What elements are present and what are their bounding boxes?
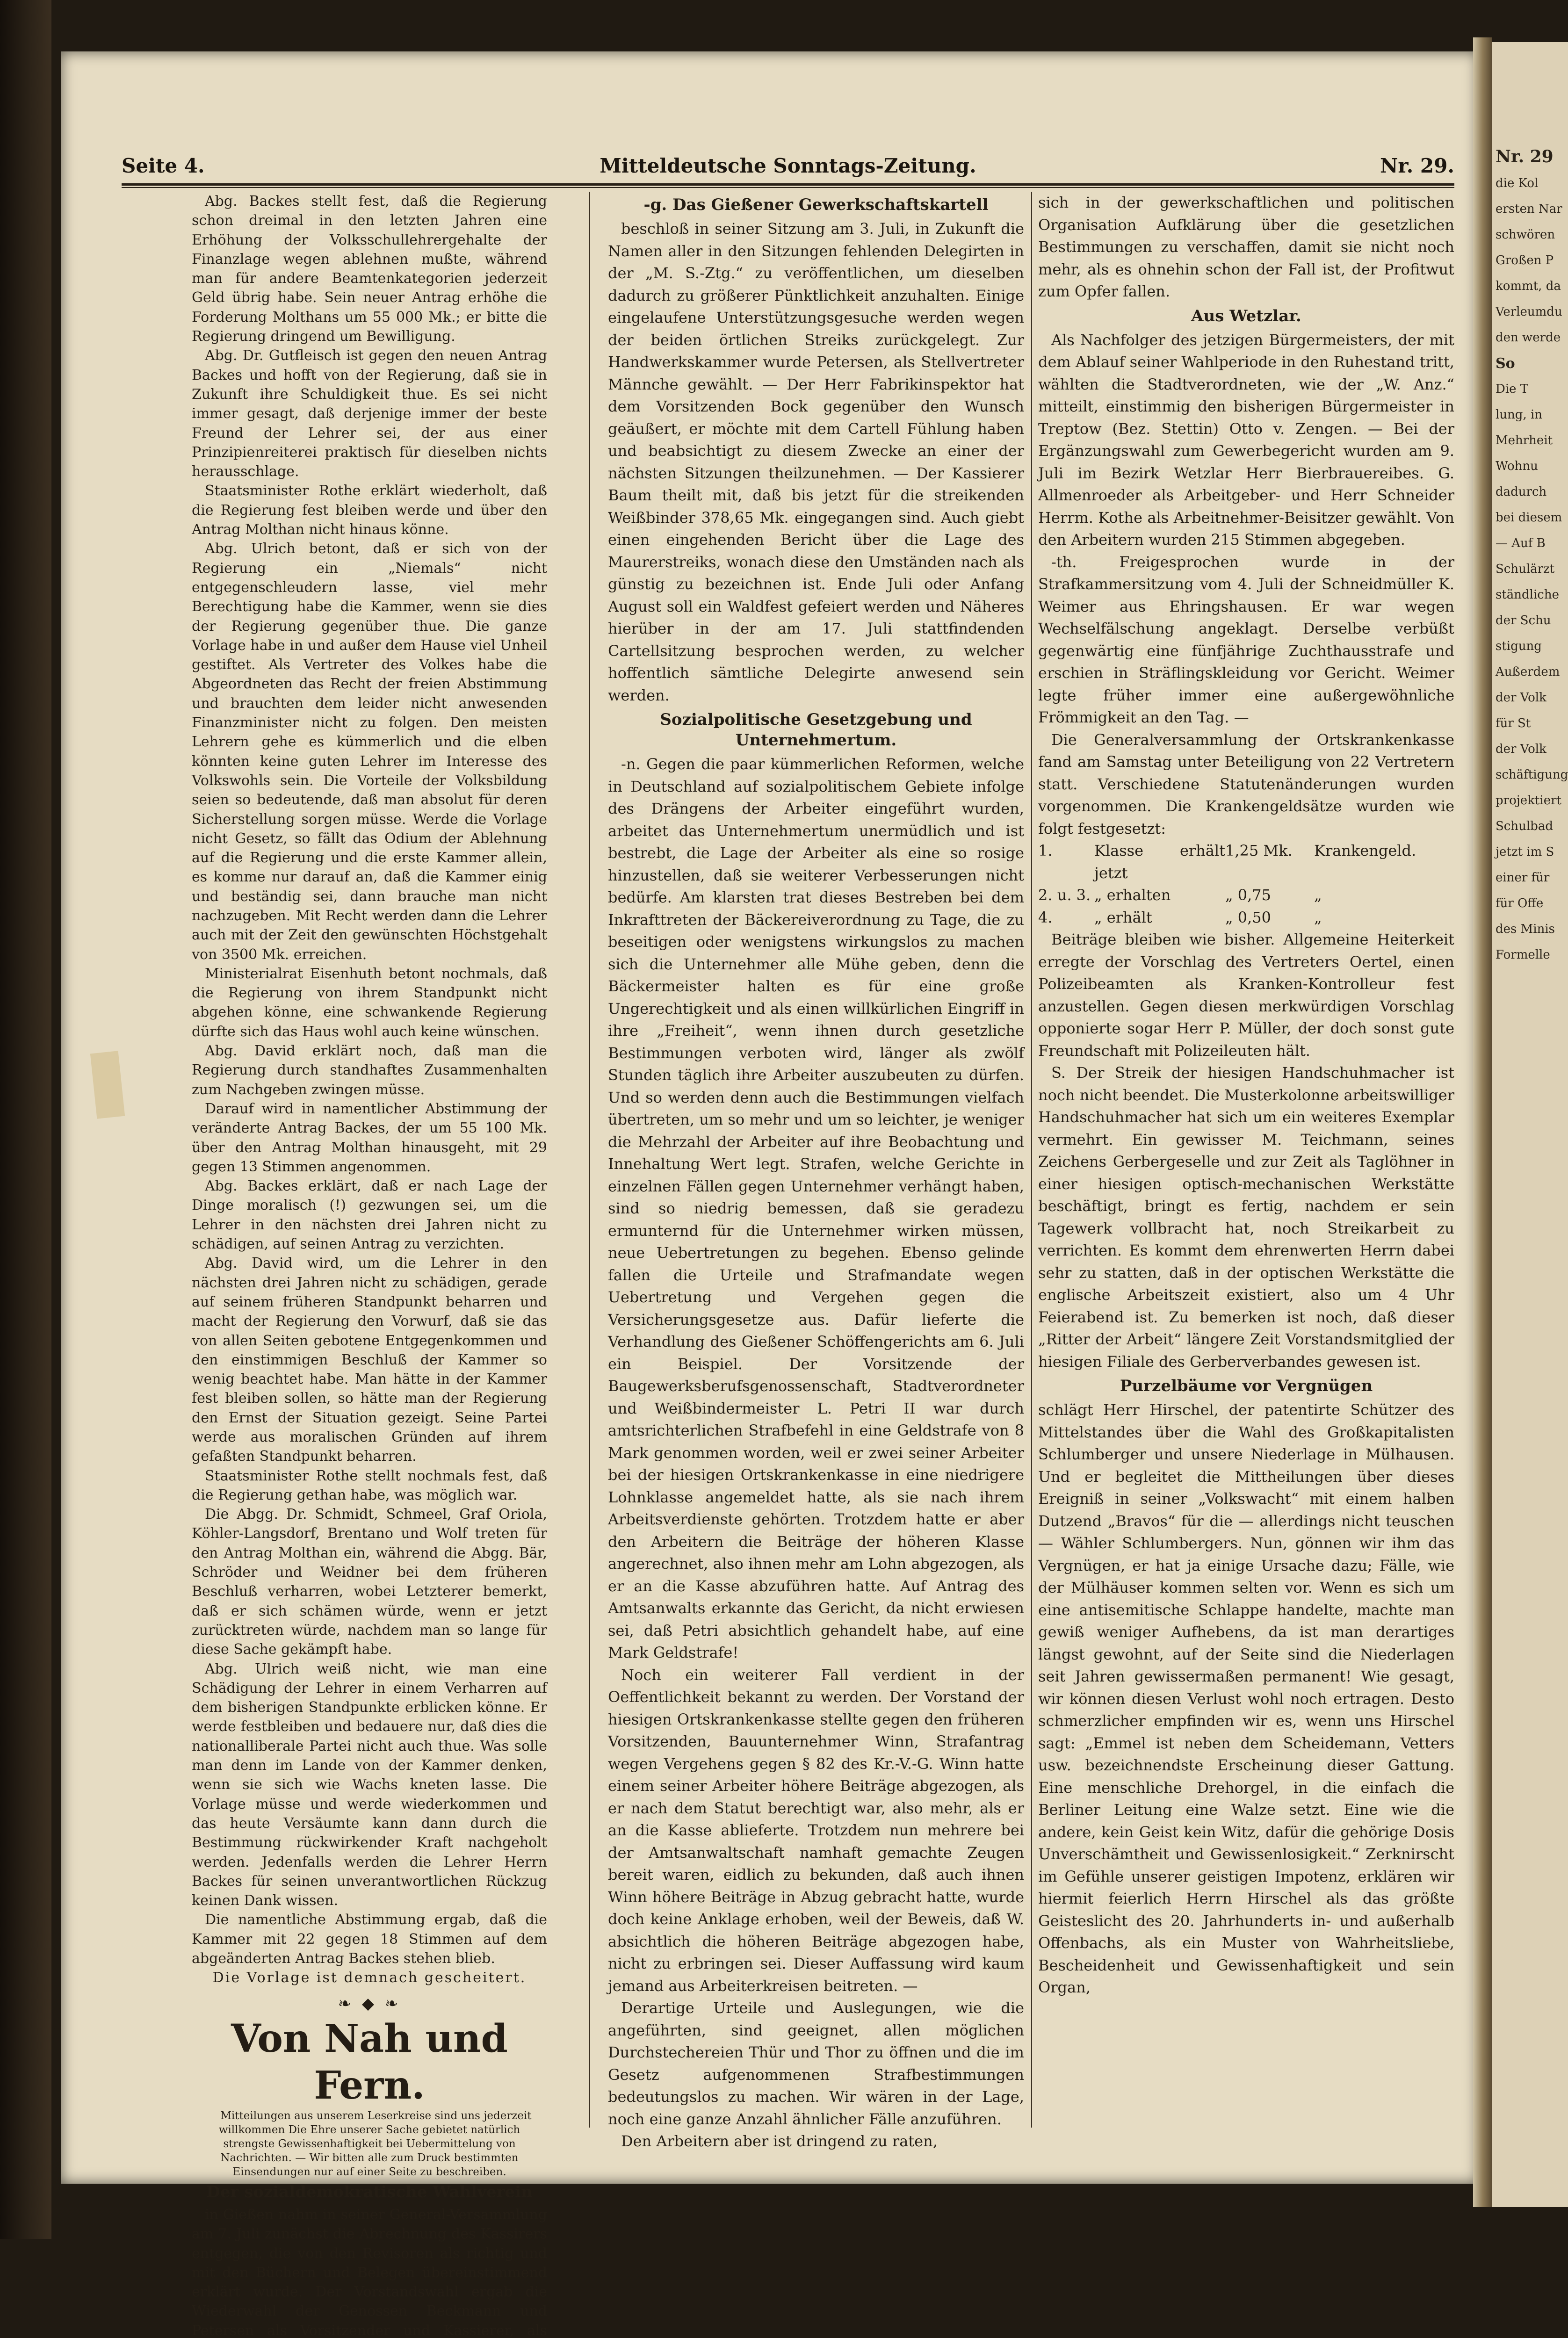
fragment-line: ständliche — [1496, 588, 1560, 602]
paragraph: Abg. David erklärt noch, daß man die Regierung durch standhaftes Zusammenhalten zum Nachgeben zwingen müsse. — [192, 1043, 547, 1098]
newspaper-title: Mitteldeutsche Sonntags-Zeitung. — [600, 154, 976, 177]
fragment-line: Mehrheit — [1496, 433, 1553, 447]
paragraph: Abg. Backes stellt fest, daß die Regierung schon dreimal in den letzten Jahren eine Erhöhung der Volksschullehrergehalte der Finanzlage wegen ablehnen mußte, während man für andere Beamtenkategorien jederzeit Geld übrig habe. Sein neuer Antrag erhöhe die Forderung Molthans um 55 000 Mk.; er bitte die Regierung dringend um Bewilligung. — [192, 193, 547, 345]
article-body — [1038, 929, 1454, 1373]
fragment-line: Großen P — [1496, 253, 1554, 267]
fragment-line: Schulärzt — [1496, 562, 1555, 576]
table-cell: „ erhält — [1094, 908, 1152, 926]
paragraph: Staatsminister Rothe erklärt wiederholt, daß die Regierung fest bleiben werde und über den Antrag Molthan nicht hinaus könne. — [192, 483, 547, 538]
table-cell: „ 0,50 — [1225, 908, 1271, 926]
table-row — [1038, 840, 1454, 884]
paragraph: Die Generalversammlung der Ortskrankenkasse fand am Samstag unter Beteiligung von 22 Vertretern statt. Verschiedene Statutenänderungen wurden vorgenommen. Die Krankengeldsätze wurden wie folgt festgesetzt: — [1038, 730, 1454, 837]
fragment-line: einer für — [1496, 871, 1550, 885]
fragment-line: der Volk — [1496, 742, 1546, 756]
fragment-line: die Kol — [1496, 176, 1539, 190]
fragment-line: kommt, da — [1496, 279, 1561, 293]
header-rule — [122, 183, 1454, 186]
paragraph: Darauf wird in namentlicher Abstimmung der veränderte Antrag Backes, der um 55 100 Mk. über den Antrag Molthan hinausgeht, mit 29 gegen 13 Stimmen angenommen. — [192, 1100, 547, 1175]
fragment-line: So — [1496, 355, 1515, 372]
column-divider — [589, 192, 590, 2128]
table-cell: 2. u. 3. — [1038, 886, 1091, 904]
fragment-line: — Auf B — [1496, 536, 1546, 550]
fragment-line: Verleumdu — [1496, 305, 1562, 319]
article-continuation: sich in der gewerkschaftlichen und politischen Organisation Aufklärung über die gesetzlichen Bestimmungen zu verschaffen, damit sie nicht noch mehr, als es ohnehin schon der Fall ist, der Profitwut zum Opfer fallen. — [1038, 194, 1454, 300]
page-header — [122, 154, 1454, 182]
fragment-line: Nr. 29 — [1496, 147, 1554, 166]
article-body — [608, 753, 1024, 2153]
fragment-line: lung, in — [1496, 408, 1543, 422]
column-1 — [192, 192, 547, 2338]
table-cell: 1,25 Mk. — [1225, 842, 1293, 859]
table-row — [1038, 884, 1454, 907]
paragraph: Ministerialrat Eisenhuth betont nochmals, daß die Regierung von ihrem Standpunkt nicht abgehen könne, eine schwankende Regierung dürfte sich das Haus wohl auch keine wünschen. — [192, 965, 547, 1040]
issue-number: Nr. 29. — [1380, 154, 1454, 177]
article-title: -g. Das Gießener Gewerkschaftskartell — [643, 195, 989, 214]
paragraph: Abg. Dr. Gutfleisch ist gegen den neuen Antrag Backes und hofft von der Regierung, daß sie in Zukunft ihre Schuldigkeit thue. Es sei nicht immer gesagt, daß derjenige immer der beste Freund der Lehrer sei, der aus einer Prinzipienreiterei praktisch für dieselben nichts herausschlage. — [192, 347, 547, 480]
article-text: beschloß in seiner Sitzung am 3. Juli, in Zukunft die Namen aller in den Sitzungen fehlenden Delegirten in der „M. S.-Ztg.“ zu veröffentlichen, um dieselben dadurch zu größerer Pünktlichkeit anzuhalten. Einige eingelaufene Unterstützungsgesuche werden wegen der beiden örtlichen Streiks zurückgelegt. Zur Handwerkskammer wurde Petersen, als Stellvertreter Männche gewählt. — Der Herr Fabrikinspektor hat dem Vorsitzenden Bock gegenüber den Wunsch geäußert, er möchte mit dem Cartell Fühlung haben und beabsichtigt zu diesem Zwecke an einer der nächsten Sitzungen theilzunehmen. — Der Kassierer Baum theilt mit, daß bis jetzt für die streikenden Weißbinder 378,65 Mk. eingegangen sind. Auch giebt einen eingehenden Bericht über die Lage des Maurerstreiks, wonach diese den Umständen nach als günstig zu bezeichnen ist. Ende Juli oder Anfang August soll ein Waldfest gefeiert werden und Näheres hierüber in der am 17. Juli stattfindenden Cartellsitzung besprochen werden, zu welcher hoffentlich sämtliche Delegirte anwesend sein werden. — [608, 220, 1024, 704]
paragraph: Beiträge bleiben wie bisher. Allgemeine Heiterkeit erregte der Vorschlag des Vertreters Oertel, einen Polizeibeamten als Kranken-Kontrolleur fest anzustellen. Gegen diesen merkwürdigen Vorschlag opponierte sogar Herr P. Müller, der doch sonst gute Freundschaft mit Polizeileuten hält. — [1038, 931, 1454, 1060]
fragment-line: des Minis — [1496, 922, 1555, 936]
table-cell: Krankengeld. — [1314, 842, 1416, 859]
paragraph: Noch ein weiterer Fall verdient in der Oeffentlichkeit bekannt zu werden. Der Vorstand der hiesigen Ortskrankenkasse stellte gegen den früheren Vorsitzenden, Bauunternehmer Winn, Strafantrag wegen Vergehens gegen § 82 des Kr.-V.-G. Winn hatte einem seiner Arbeiter höhere Beiträge abgezogen, als er nach dem Statut berechtigt war, also mehr, als er an die Kasse ablieferte. Trotzdem nun mehrere bei der Amtsanwaltschaft namhaft gemachte Zeugen bereit waren, eidlich zu bekunden, daß auch ihnen Winn höhere Beiträge in Abzug gebracht hatte, wurde doch keine Anklage erhoben, weil der Beweis, daß W. absichtlich die höheren Beiträge abgezogen habe, nicht zu erbringen sei. Dieser Auffassung wird kaum jemand aus Arbeiterkreisen beitreten. — — [608, 1666, 1024, 1995]
ornament-divider: ❧ ◆ ❧ — [338, 1994, 401, 2013]
article-title: Aus Wetzlar. — [1191, 306, 1301, 325]
paragraph: Als Nachfolger des jetzigen Bürgermeisters, der mit dem Ablauf seiner Wahlperiode in den Ruhestand tritt, wählten die Stadtverordneten, wie der „W. Anz.“ mitteilt, einstimmig den bisherigen Bürgermeister in Treptow (Bez. Stettin) Otto v. Zengen. — Bei der Ergänzungswahl zum Gewerbegericht wurden am 9. Juli im Bezirk Wetzlar Herr Bierbrauereibes. G. Allmenroeder als Arbeitgeber- und Herr Schneider Herrm. Kothe als Arbeitnehmer-Beisitzer gewählt. Von den Arbeitern wurden 215 Stimmen abgegeben. — [1038, 331, 1454, 548]
fragment-line: der Schu — [1496, 613, 1551, 628]
fragment-line: Die T — [1496, 382, 1529, 396]
section-title: Von Nah und Fern. — [231, 2016, 508, 2108]
paragraph: Die namentliche Abstimmung ergab, daß die Kammer mit 22 gegen 18 Stimmen auf dem abgeänderten Antrag Backes stehen blieb. — [192, 1912, 547, 1967]
column-3 — [1038, 192, 1454, 2132]
fragment-line: jetzt im S — [1496, 845, 1554, 859]
sick-pay-table — [1038, 840, 1454, 929]
header-rule-thin — [122, 187, 1454, 188]
fragment-line: bei diesem — [1496, 511, 1562, 525]
paragraph: Den Arbeitern aber ist dringend zu raten, — [621, 2132, 938, 2150]
paragraph: Abg. Ulrich weiß nicht, wie man eine Schädigung der Lehrer in einem Verharren auf dem bisherigen Standpunkte erblicken könne. Er werde festbleiben und bedauere nur, daß dies die nationalliberale Partei nicht auch thue. Was solle man denn im Lande von der Kammer denken, wenn sie sich wie Wachs kneten lasse. Die Vorlage müsse und werde wiederkommen und das heute Versäumte kann dann durch die Bestimmung rückwirkender Kraft nachgeholt werden. Jedenfalls werden die Lehrer Herrn Backes für seinen unverantwortlichen Rückzug keinen Dank wissen. — [192, 1660, 547, 1909]
table-cell: „ — [1314, 908, 1322, 926]
table-cell: „ 0,75 — [1225, 886, 1271, 904]
paragraph: Abg. David wird, um die Lehrer in den nächsten drei Jahren nicht zu schädigen, gerade auf seinem früheren Standpunkt beharren und macht der Regierung den Vorwurf, daß sie das von allen Seiten gebotene Entgegenkommen und den einstimmigen Beschluß der Kammer so wenig beachtet habe. Man hätte in der Kammer fest bleiben sollen, so hätte man der Regierung den Ernst der Situation gezeigt. Seine Partei werde aus moralischen Gründen auf ihrem gefaßten Standpunkt beharren. — [192, 1255, 547, 1465]
fragment-line: ersten Nar — [1496, 202, 1562, 216]
fragment-line: Außerdem — [1496, 665, 1560, 679]
fragment-line: den werde — [1496, 331, 1561, 345]
fragment-line: projektiert — [1496, 794, 1561, 808]
fragment-line: Schulbad — [1496, 819, 1553, 833]
fragment-line: schäftigung — [1496, 768, 1568, 782]
parliament-report — [192, 192, 547, 1968]
paragraph: Abg. Backes erklärt, daß er nach Lage der Dinge moralisch (!) gezwungen sei, um die Lehrer in den nächsten drei Jahren nicht zu schädigen, auf seinen Antrag zu verzichten. — [192, 1178, 547, 1253]
book-binding — [0, 0, 51, 2239]
table-cell: 4. — [1038, 908, 1053, 926]
table-cell: Klasse erhält jetzt — [1094, 842, 1225, 882]
fragment-line: Wohnu — [1496, 459, 1538, 473]
page-gutter — [1473, 37, 1492, 2207]
adjacent-page-fragment — [1492, 42, 1568, 2207]
article-text: schlägt Herr Hirschel, der patentirte Schützer des Mittelstandes über die Wahl des Großkapitalisten Schlumberger und unsere Niederlage in Mülhausen. Und er begleitet die Mittheilungen über dieses Ereigniß in seiner „Volkswacht“ mit einem halben Dutzend „Bravos“ für die — allerdings nicht teuschen — Wähler Schlumbergers. Nun, gönnen wir ihm das Vergnügen, er hat ja einige Ursache dazu; Fälle, wie der Mülhäuser kommen selten vor. Wenn es sich um eine antisemitische Schlappe handelte, machte man gewiß weniger Aufhebens, da ist man derartiges längst gewohnt, auf der Seite sind die Niederlagen seit Jahren gewissermaßen permanent! Wie gesagt, wir können diesen Verlust wohl noch ertragen. Desto schmerzlicher empfinden wir es, wenn uns Hirschel sagt: „Emmel ist neben dem Scheidemann, Vetters usw. bezeichnendste Erscheinung dieser Gattung. Eine menschliche Drehorgel, in die einfach die Berliner Leitung eine Walze setzt. Eine wie die andere, kein Geist kein Witz, dafür die gehörige Dosis Unverschämtheit und Gewissenlosigkeit.“ Zerknirscht im Gefühle unserer geistigen Impotenz, erklären wir hiermit feierlich Herrn Hirschel als das größte Geisteslicht des 20. Jahrhunderts in- und außerhalb Offenbachs, als ein Muster von Wahrheitsliebe, Bescheidenheit und Gewissenhaftigkeit und sein Organ, — [1038, 1401, 1454, 1996]
paragraph: Staatsminister Rothe stellt nochmals fest, daß die Regierung gethan habe, was möglich war. — [192, 1467, 547, 1503]
article-text: in Gießen nahm in seiner General-Versammlung am 7. Juli zunächst die Abrechnung des Kassirers entgegen, die von den Revisoren als richtig und mit den Büchern und Belegen übereinstimmend erklärt wurde. Der Vorstandswahl ergab die Wiederwahl der Genossen Beckmann und Petersen als Vorsitzender und Kassierer, als — [192, 2206, 547, 2338]
fragment-line: stigung — [1496, 639, 1542, 653]
page-number: Seite 4. — [122, 154, 205, 177]
table-row — [1038, 907, 1454, 929]
table-cell: „ erhalten — [1094, 886, 1171, 904]
paragraph: -th. Freigesprochen wurde in der Strafkammersitzung vom 4. Juli der Schneidmüller K. Weimer aus Ehringshausen. Er war wegen Wechselfälschung angeklagt. Derselbe verbüßt gegenwärtig eine fünfjährige Zuchthausstrafe und erschien in Sträflingskleidung vor Gericht. Weimer legte früher immer eine außergewöhnliche Frömmigkeit an den Tag. — — [1038, 553, 1454, 726]
paragraph: Die Abgg. Dr. Schmidt, Schmeel, Graf Oriola, Köhler-Langsdorf, Brentano und Wolf treten für den Antrag Molthan ein, während die Abgg. Bär, Schröder und Weidner bei dem früheren Beschluß verharren, wobei Letzterer bemerkt, daß er sich schämen würde, wenn er jetzt zurücktreten würde, nachdem man so lange für diese Sache gekämpft habe. — [192, 1506, 547, 1658]
paragraph: S. Der Streik der hiesigen Handschuhmacher ist noch nicht beendet. Die Musterkolonne arbeitswilliger Handschuhmacher hat sich um ein weiteres Exemplar vermehrt. Ein gewisser M. Teichmann, seines Zeichens Gerbergeselle und zur Zeit als Taglöhner in einer hiesigen optisch-mechanischen Werkstätte beschäftigt, bringt es fertig, nachdem er sein Tagewerk vollbracht hat, noch Streikarbeit zu verrichten. Es kommt dem ehrenwerten Herrn dabei sehr zu statten, daß in der optischen Werkstätte die englische Arbeitszeit existiert, also um 4 Uhr Feierabend ist. Zu bemerken ist noch, daß dieser „Ritter der Arbeit“ längere Zeit Vorstandsmitglied der hiesigen Filiale des Gerberverbandes gewesen ist. — [1038, 1064, 1454, 1371]
fragment-line: der Volk — [1496, 691, 1546, 705]
article-title: Purzelbäume vor Vergnügen — [1120, 1377, 1373, 1395]
fragment-line: für Offe — [1496, 896, 1544, 910]
fragment-line: Formelle — [1496, 948, 1550, 962]
article-title: Der sozialdemokratische Wahlverein — [206, 2182, 533, 2201]
paragraph: Derartige Urteile und Auslegungen, wie die angeführten, sind geeignet, allen möglichen Durchstechereien Thür und Thor zu öffnen und die im Gesetz aufgenommenen Strafbestimmungen bedeutungslos zu machen. Wir wären in der Lage, noch eine ganze Anzahl ähnlicher Fälle anzuführen. — [608, 1999, 1024, 2128]
section-note: Mitteilungen aus unserem Leserkreise sind uns jederzeit willkommen Die Ehre unserer Sache gebietet natürlich strengste Gewissenhaftigkeit bei Uebermittelung von Nachrichten. — Wir bitten alle zum Druck bestimmten Einsendungen nur auf einer Seite zu beschreiben. — [218, 2109, 532, 2178]
paragraph: Abg. Ulrich betont, daß er sich von der Regierung ein „Niemals“ nicht entgegenschleudern lasse, viel mehr Berechtigung habe die Kammer, wenn sie dies der Regierung gegenüber thue. Die ganze Vorlage habe in und außer dem Hause viel Unheil gestiftet. Als Vertreter des Volkes habe die Abgeordneten das Recht der freien Abstimmung und brauchten dem leider nicht anwesenden Finanzminister nicht zu folgen. Den meisten Lehrern gehe es kümmerlich und die elben könnten keine guten Lehrer im Interesse des Volkswohls sein. Die Vorteile der Volksbildung seien so bedeutende, daß man absolut für deren Sicherstellung sorgen müsse. Werde die Vorlage nicht Gesetz, so fällt das Odium der Ablehnung auf die Regierung und die erste Kammer allein, es komme nur darauf an, daß die Kammer einig und beständig sei, dann brauche man nicht nachzugeben. Mit Recht werden dann die Lehrer auch mit der Zeit den gewünschten Höchstgehalt von 3500 Mk. erreichen. — [192, 541, 547, 963]
fragment-line: schwören — [1496, 228, 1555, 242]
table-cell: 1. — [1038, 842, 1053, 859]
closing-line: Die Vorlage ist demnach gescheitert. — [212, 1970, 527, 1986]
article-body — [1038, 329, 1454, 840]
fragment-line: für St — [1496, 716, 1531, 730]
table-cell: „ — [1314, 886, 1322, 904]
paragraph: -n. Gegen die paar kümmerlichen Reformen, welche in Deutschland auf sozialpolitischem Gebiete infolge des Drängens der Arbeiter eingeführt wurden, arbeitet das Unternehmertum unermüdlich und ist bestrebt, die Lage der Arbeiter als eine so rosige hinzustellen, daß sie weiterer Verbesserungen nicht bedürfe. Am klarsten trat dieses Bestreben bei dem Inkrafttreten der Bäckereiverordnung zu Tage, die zu beseitigen oder wenigstens wirkungslos zu machen sich die Unternehmer alle Mühe geben, denn die Bäckermeister halten es für eine große Ungerechtigkeit und als einen willkürlichen Eingriff in ihre „Freiheit“, wenn ihnen durch gesetzliche Bestimmungen verboten wird, länger als zwölf Stunden täglich ihre Arbeiter auszubeuten zu dürfen. Und so werden denn auch die Bestimmungen vielfach übertreten, um so mehr und um so leichter, je weniger die Mehrzahl der Arbeiter auf ihre Beobachtung und Innehaltung Wert legt. Strafen, welche Gerichte in einzelnen Fällen gegen Unternehmer verhängt haben, sind so niedrig bemessen, daß sie geradezu ermunternd für die Unternehmer wirken müssen, neue Uebertretungen zu begehen. Ebenso gelinde fallen die Urteile und Strafmandate wegen Uebertretung und Vergehen gegen die Versicherungsgesetze aus. Dafür lieferte die Verhandlung des Gießener Schöffengerichts am 6. Juli ein Beispiel. Der Vorsitzende der Baugewerksberufsgenossenschaft, Stadtverordneter und Weißbindermeister L. Petri II war durch amtsrichterlichen Strafbefehl in eine Geldstrafe von 8 Mark genommen worden, weil er zwei seiner Arbeiter bei der hiesigen Ortskrankenkasse in eine niedrigere Lohnklasse angemeldet hatte, als sie nach ihrem Arbeitsverdienste gehörten. Trotzdem hatte er aber den Arbeitern die Beiträge der höheren Klasse angerechnet, also ihnen mehr am Lohn abgezogen, als er an die Kasse abzuführen hatte. Auf Antrag des Amtsanwalts erkannte das Gericht, da nicht erwiesen sei, daß Petri absichtlich gehandelt habe, auf eine Mark Geldstrafe! — [608, 755, 1024, 1661]
column-2 — [608, 192, 1024, 2150]
fragment-line: dadurch — [1496, 485, 1547, 499]
article-title: Sozialpolitische Gesetzgebung und Unternehmertum. — [660, 710, 972, 750]
column-divider — [1031, 192, 1032, 2128]
